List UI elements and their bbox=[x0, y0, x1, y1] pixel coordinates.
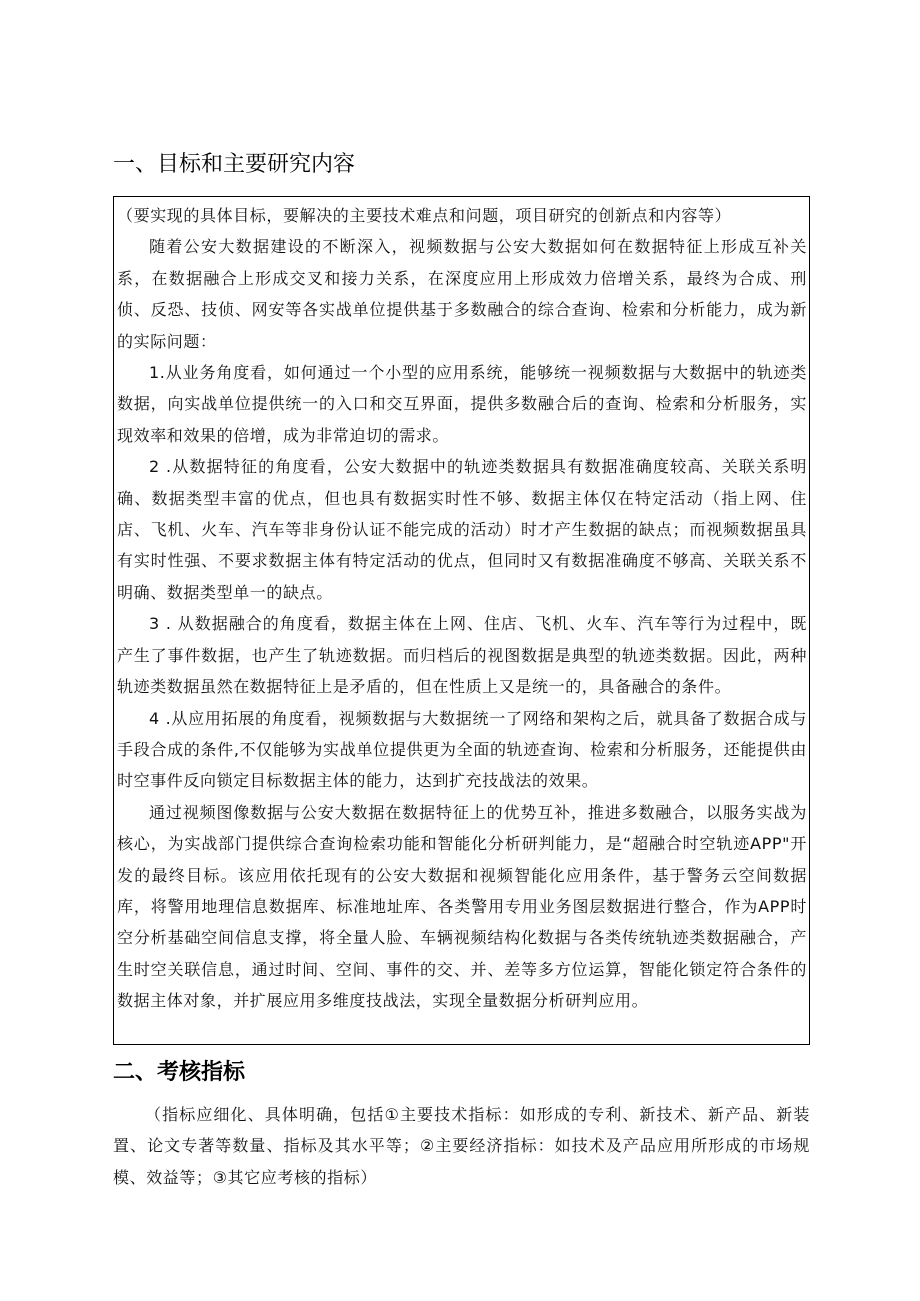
objectives-paragraph-application: 4 .从应用拓展的角度看，视频数据与大数据统一了网络和架构之后，就具备了数据合成与手段合成的条件,不仅能够为实战单位提供更为全面的轨迹查询、检索和分析服务，还能提供由时空事件反向锁定目标数据主体的能力，达到扩充技战法的效果。 bbox=[117, 708, 807, 791]
section-title-objectives: 一、目标和主要研究内容 bbox=[113, 152, 356, 177]
objectives-content-box bbox=[113, 196, 810, 1045]
objectives-paragraph-data-features: 2 .从数据特征的角度看，公安大数据中的轨迹类数据具有数据准确度较高、关联关系明确、数据类型丰富的优点，但也具有数据实时性不够、数据主体仅在特定活动（指上网、住店、飞机、火车、汽车等非身份认证不能完成的活动）时才产生数据的缺点；而视频数据虽具有实时性强、不要求数据主体有特定活动的优点，但同时又有数据准确度不够高、关联关系不明确、数据类型单一的缺点。 bbox=[117, 457, 807, 602]
assessment-content bbox=[113, 1099, 810, 1193]
objectives-paragraph-goal: 通过视频图像数据与公安大数据在数据特征上的优势互补，推进多数融合，以服务实战为核心，为实战部门提供综合查询检索功能和智能化分析研判能力，是“超融合时空轨迹APP"开发的最终目标。该应用依托现有的公安大数据和视频智能化应用条件，基于警务云空间数据库，将警用地理信息数据库、标准地址库、各类警用专用业务图层数据进行整合，作为APP时空分析基础空间信息支撑，将全量人脸、车辆视频结构化数据与各类传统轨迹类数据融合，产生时空关联信息，通过时间、空间、事件的交、并、差等多方位运算，智能化锁定符合条件的数据主体对象，并扩展应用多维度技战法，实现全量数据分析研判应用。 bbox=[117, 802, 807, 1011]
assessment-instruction-note: （指标应细化、具体明确，包括①主要技术指标：如形成的专利、新技术、新产品、新装置、论文专著等数量、指标及其水平等；②主要经济指标：如技术及产品应用所形成的市场规模、效益等；③其它应考核的指标） bbox=[113, 1105, 810, 1187]
section-title-assessment-indicators: 二、考核指标 bbox=[113, 1060, 246, 1085]
objectives-instruction-note: （要实现的具体目标，要解决的主要技术难点和问题，项目研究的创新点和内容等） bbox=[117, 206, 732, 225]
objectives-paragraph-intro: 随着公安大数据建设的不断深入，视频数据与公安大数据如何在数据特征上形成互补关系，在数据融合上形成交叉和接力关系，在深度应用上形成效力倍增关系，最终为合成、刑侦、反恐、技侦、网安等各实战单位提供基于多数融合的综合查询、检索和分析能力，成为新的实际问题： bbox=[117, 237, 807, 351]
objectives-paragraph-business: 1.从业务角度看，如何通过一个小型的应用系统，能够统一视频数据与大数据中的轨迹类数据，向实战单位提供统一的入口和交互界面，提供多数融合后的查询、检索和分析服务，实现效率和效果的倍增，成为非常迫切的需求。 bbox=[117, 363, 807, 445]
objectives-paragraph-data-fusion: 3 . 从数据融合的角度看，数据主体在上网、住店、飞机、火车、汽车等行为过程中，既产生了事件数据，也产生了轨迹数据。而归档后的视图数据是典型的轨迹类数据。因此，两种轨迹类数据虽然在数据特征上是矛盾的，但在性质上又是统一的，具备融合的条件。 bbox=[117, 614, 807, 697]
